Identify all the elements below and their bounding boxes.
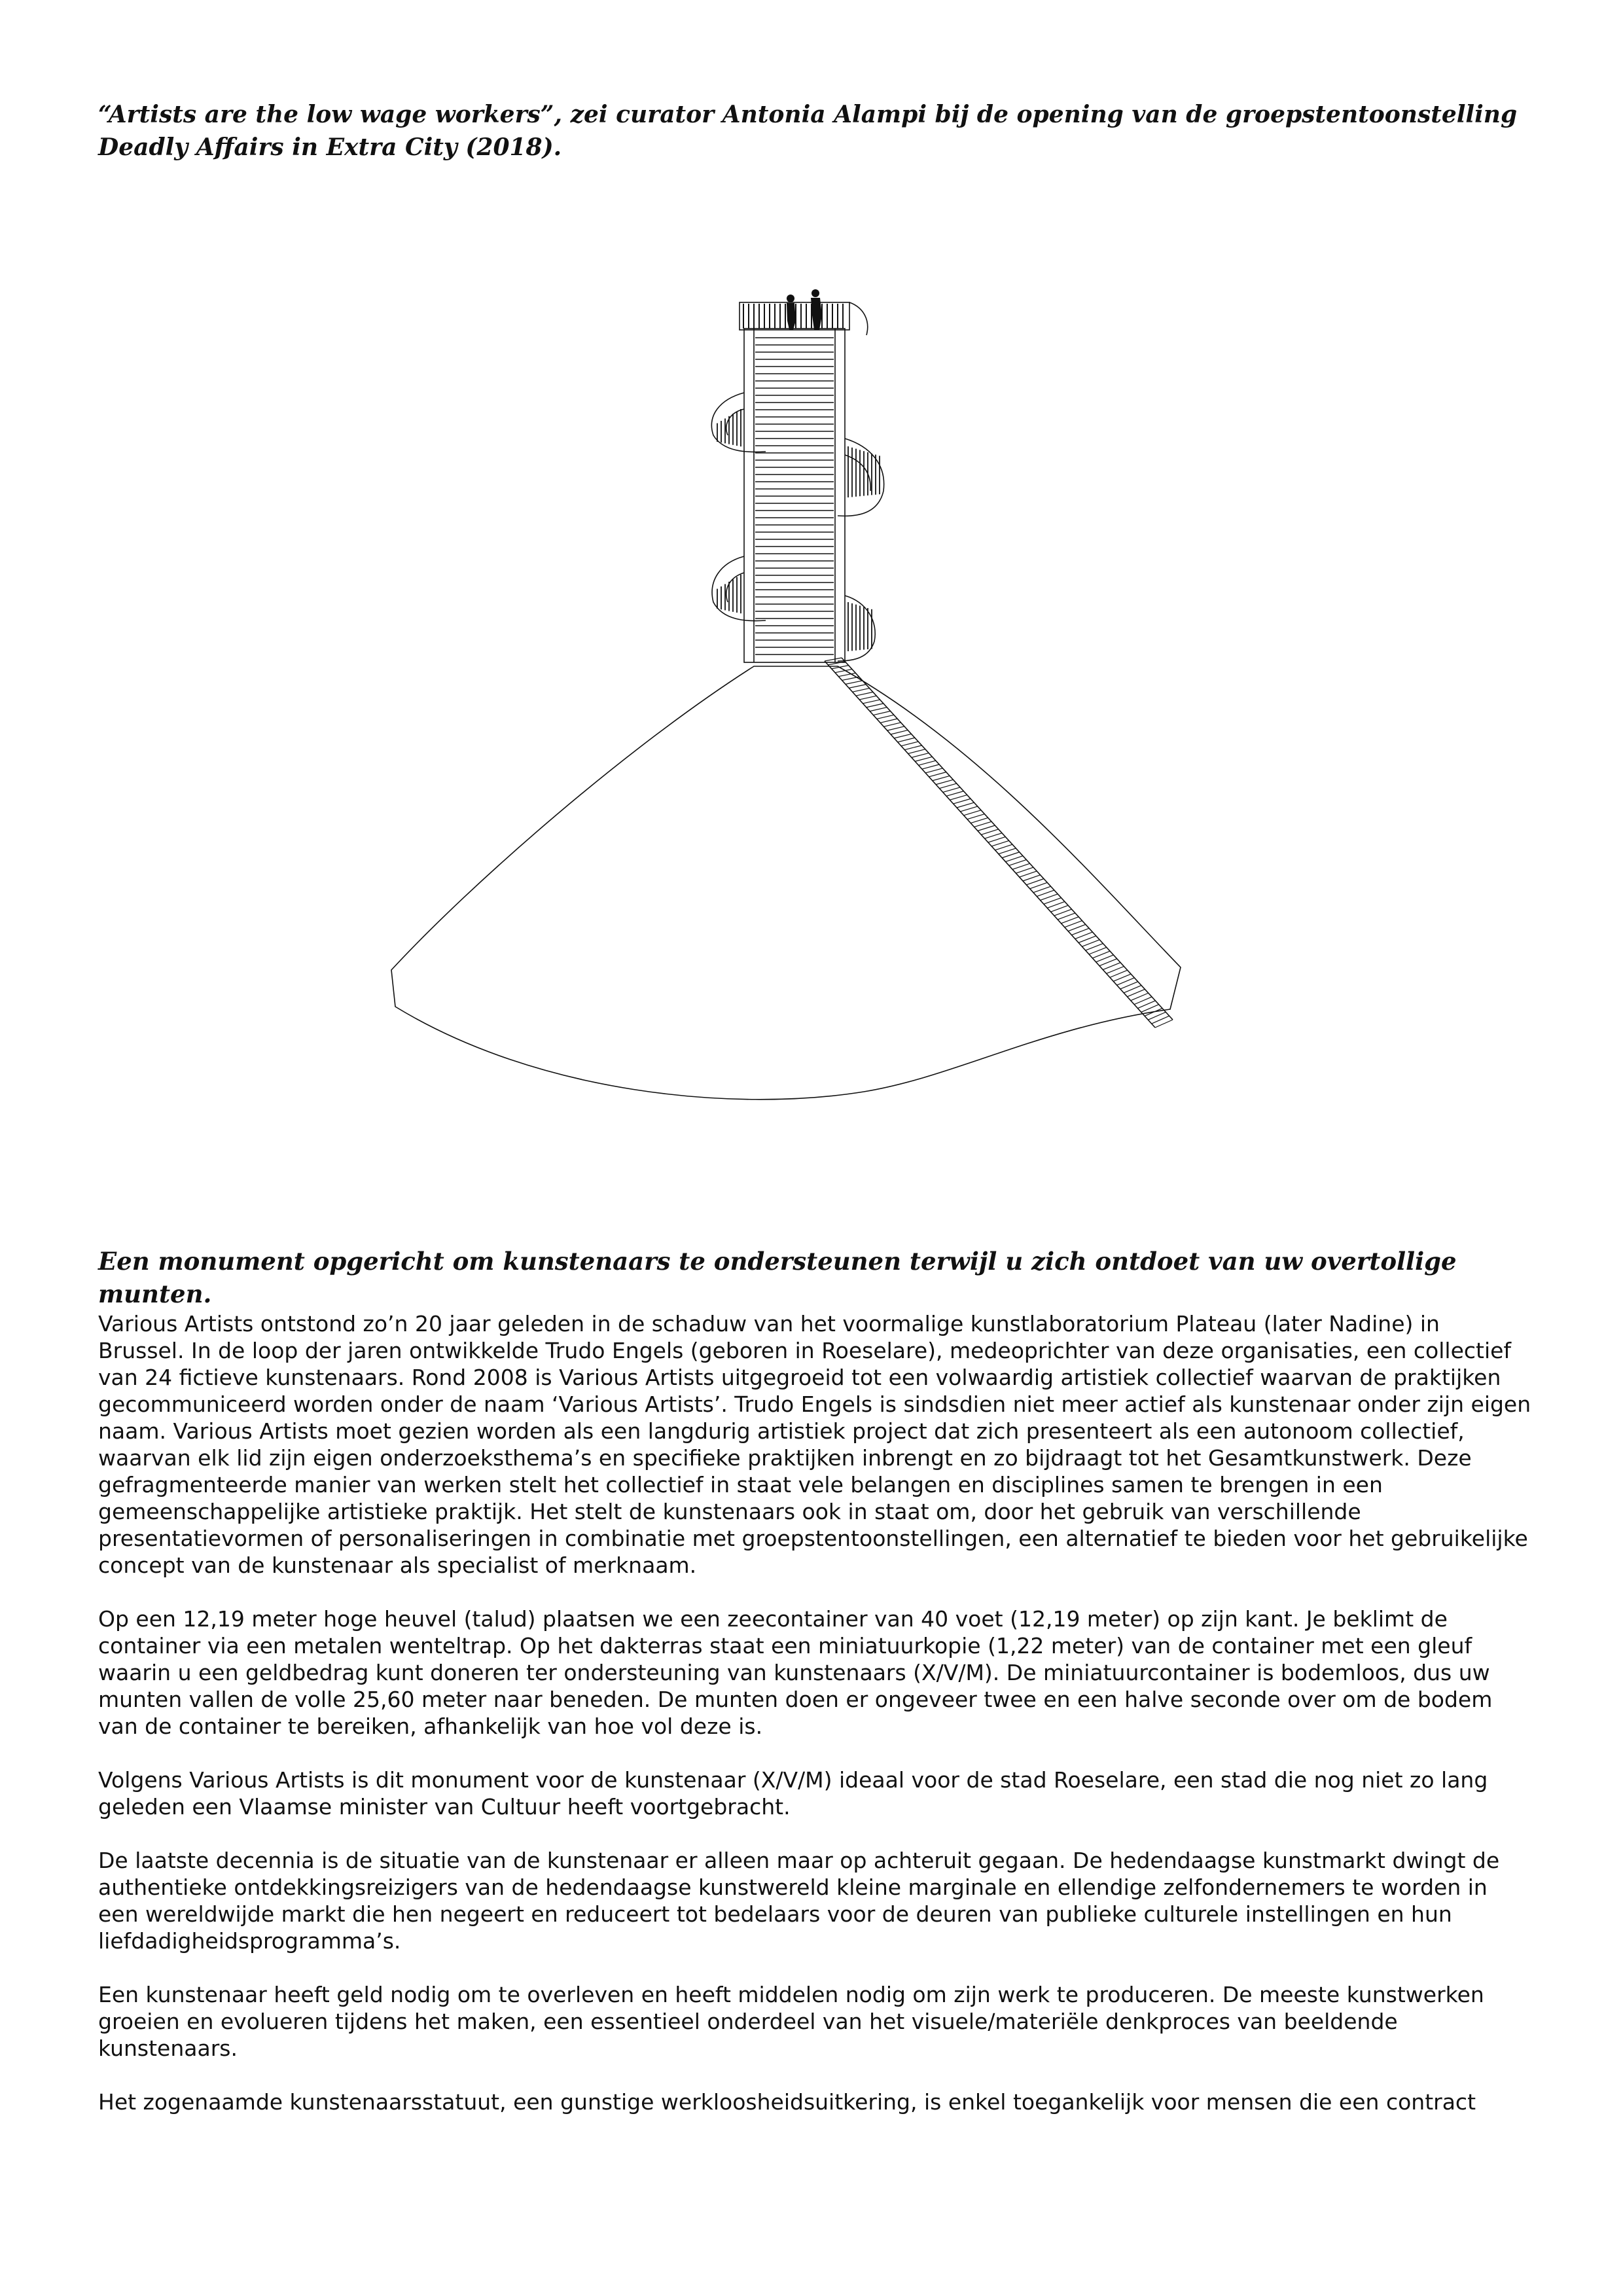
paragraph: De laatste decennia is de situatie van de kunstenaar er alleen maar op achteruit gegaan. De hedendaagse kunstmarkt dwingt de authentieke ontdekkingsreizigers van de hedendaagse kunstwereld kleine marginale en ellendige zelfondernemers te worden in een wereldwijde markt die hen negeert en reduceert tot bedelaars voor de deuren van publieke culturele instellingen en hun liefdadigheidsprogramma’s. — [98, 1848, 1500, 1954]
section-subtitle: Een monument opgericht om kunstenaars te ondersteunen terwijl u zich ontdoet van uw overtollige munten. — [98, 1247, 1457, 1308]
hill-stair-left-stringer — [825, 661, 1155, 1028]
paragraph: Het zogenaamde kunstenaarsstatuut, een gunstige werkloosheidsuitkering, is enkel toegankelijk voor mensen die een contract — [98, 2089, 1476, 2115]
hill-stair-treads — [825, 658, 1173, 1028]
spiral-stair-wrap-bottom — [838, 596, 875, 661]
tower-body — [744, 329, 845, 662]
tower-on-hill-illustration — [366, 275, 1257, 1119]
tower-stair-rungs — [755, 338, 834, 655]
paragraph: Een kunstenaar heeft geld nodig om te overleven en heeft middelen nodig om zijn werk te produceren. De meeste kunstwerken groeien en evolueren tijdens het maken, een essentieel onderdeel van het visuele/materiële denkproces van beeldende kunstenaars. — [98, 1982, 1484, 2061]
hill-outline — [391, 666, 1181, 1100]
roof-curve — [849, 302, 868, 335]
body-text — [98, 1310, 1531, 2142]
paragraph: Op een 12,19 meter hoge heuvel (talud) plaatsen we een zeecontainer van 40 voet (12,19 meter) op zijn kant. Je beklimt de container via een metalen wenteltrap. Op het dakterras staat een miniatuurkopie (1,22 meter) van de container met een gleuf waarin u een geldbedrag kunt doneren ter ondersteuning van kunstenaars (X/V/M). De miniatuurcontainer is bodemloos, dus uw munten vallen de volle 25,60 meter naar beneden. De munten doen er ongeveer twee en een halve seconde over om de bodem van de container te bereiken, afhankelijk van hoe vol deze is. — [98, 1606, 1493, 1739]
paragraph: Volgens Various Artists is dit monument voor de kunstenaar (X/V/M) ideaal voor de stad Roeselare, een stad die nog niet zo lang geleden een Vlaamse minister van Cultuur heeft voortgebracht. — [98, 1767, 1488, 1820]
person-silhouette-left — [787, 295, 796, 330]
person-silhouette-right — [811, 289, 822, 330]
spiral-stair-wrap-top — [711, 393, 766, 452]
hill-stair-right-stringer — [842, 658, 1173, 1020]
opening-quote: “Artists are the low wage workers”, zei curator Antonia Alampi bij de opening van de groepstentoonstelling Deadly Affairs in Extra City (2018). — [98, 101, 1518, 161]
paragraph: Various Artists ontstond zo’n 20 jaar geleden in de schaduw van het voormalige kunstlaboratorium Plateau (later Nadine) in Brussel. In de loop der jaren ontwikkelde Trudo Engels (geboren in Roeselare), medeoprichter van deze organisaties, een collectief van 24 fictieve kunstenaars. Rond 2008 is Various Artists uitgegroeid tot een volwaardig artistiek collectief waarvan de praktijken gecommuniceerd worden onder de naam ‘Various Artists’. Trudo Engels is sindsdien niet meer actief als kunstenaar onder zijn eigen naam. Various Artists moet gezien worden als een langdurig artistiek project dat zich presenteert als een autonoom collectief, waarvan elk lid zijn eigen onderzoeksthema’s en specifieke praktijken inbrengt en zo bijdraagt tot het Gesamtkunstwerk. Deze gefragmenteerde manier van werken stelt het collectief in staat vele belangen en disciplines samen te brengen in een gemeenschappelijke artistieke praktijk. Het stelt de kunstenaars ook in staat om, door het gebruik van verschillende presentatievormen of personaliseringen in combinatie met groepstentoonstellingen, een alternatief te bieden voor het gebruikelijke concept van de kunstenaar als specialist of merknaam. — [98, 1311, 1531, 1578]
